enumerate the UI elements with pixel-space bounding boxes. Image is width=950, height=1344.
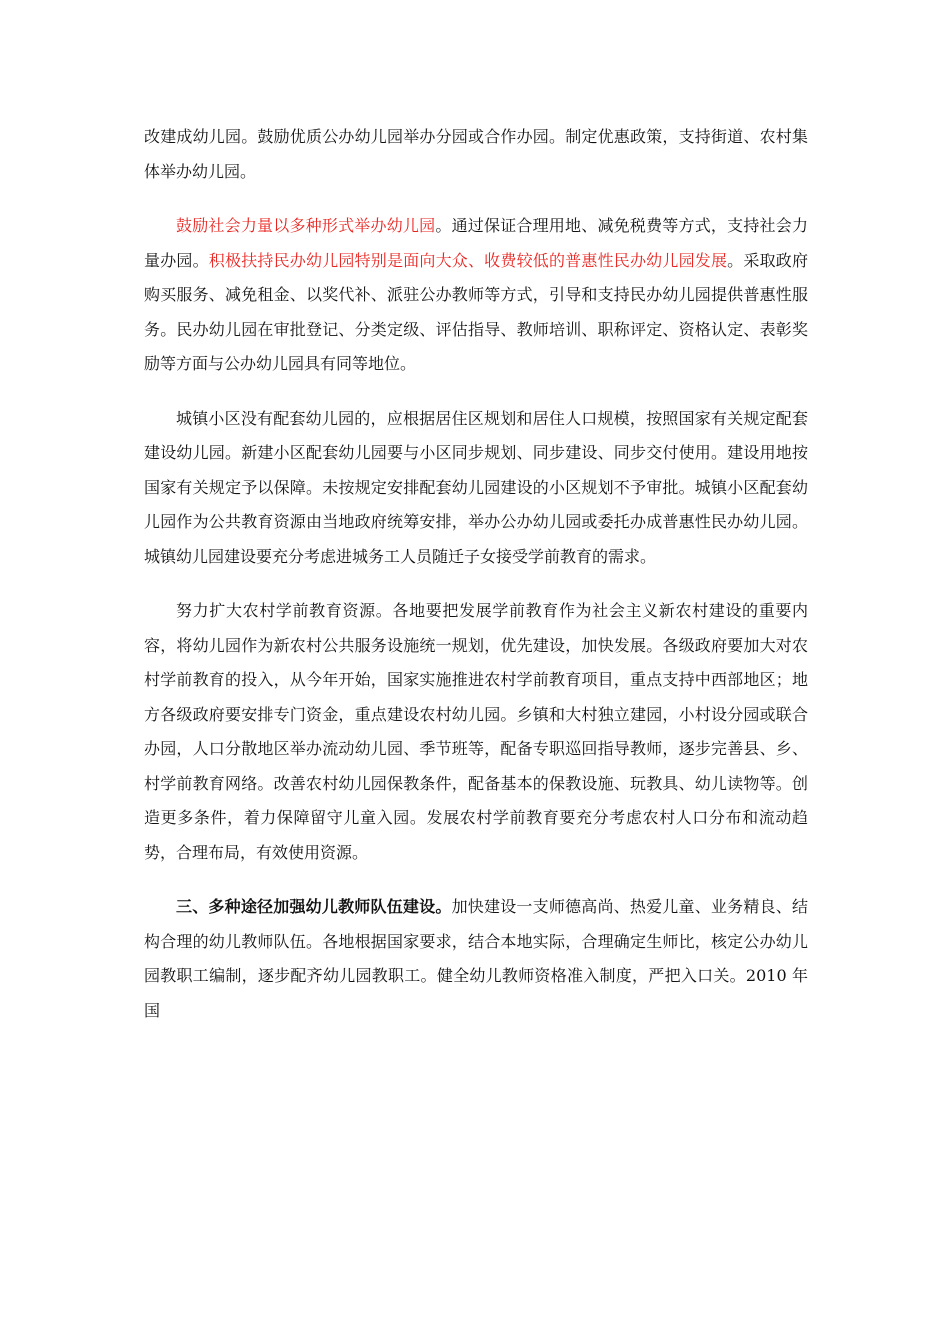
- paragraph-2-text-b: 。采取政府购买服务、减免租金、以奖代补、派驻公办教师等方式，引导和支持民办幼儿园提供普惠性服务。民办幼儿园在审批登记、分类定级、评估指导、教师培训、职称评定、资格认定、表彰奖励等方面与公办幼儿园具有同等地位。: [144, 250, 808, 373]
- section-heading-teachers: 三、多种途径加强幼儿教师队伍建设。: [176, 897, 452, 916]
- highlight-social-forces: 鼓励社会力量以多种形式举办幼儿园: [176, 216, 436, 235]
- paragraph-1: [144, 120, 808, 189]
- paragraph-1-text: 改建成幼儿园。鼓励优质公办幼儿园举办分园或合作办园。制定优惠政策，支持街道、农村集体举办幼儿园。: [144, 127, 808, 181]
- paragraph-4-text: 努力扩大农村学前教育资源。各地要把发展学前教育作为社会主义新农村建设的重要内容，将幼儿园作为新农村公共服务设施统一规划，优先建设，加快发展。各级政府要加大对农村学前教育的投入，从今年开始，国家实施推进农村学前教育项目，重点支持中西部地区；地方各级政府要安排专门资金，重点建设农村幼儿园。乡镇和大村独立建园，小村设分园或联合办园，人口分散地区举办流动幼儿园、季节班等，配备专职巡回指导教师，逐步完善县、乡、村学前教育网络。改善农村幼儿园保教条件，配备基本的保教设施、玩教具、幼儿读物等。创造更多条件，着力保障留守儿童入园。发展农村学前教育要充分考虑农村人口分布和流动趋势，合理布局，有效使用资源。: [144, 601, 808, 862]
- paragraph-3-text: 城镇小区没有配套幼儿园的，应根据居住区规划和居住人口规模，按照国家有关规定配套建设幼儿园。新建小区配套幼儿园要与小区同步规划、同步建设、同步交付使用。建设用地按国家有关规定予以保障。未按规定安排配套幼儿园建设的小区规划不予审批。城镇小区配套幼儿园作为公共教育资源由当地政府统筹安排，举办公办幼儿园或委托办成普惠性民办幼儿园。城镇幼儿园建设要充分考虑进城务工人员随迁子女接受学前教育的需求。: [144, 408, 808, 566]
- paragraph-4: [144, 594, 808, 870]
- paragraph-5: [144, 890, 808, 1028]
- highlight-private-kindergartens: 积极扶持民办幼儿园特别是面向大众、收费较低的普惠性民办幼儿园发展: [208, 250, 728, 270]
- document-body: [144, 120, 808, 1048]
- paragraph-2-text-a: 。通过保证合理用地、减免税费等方式，支持社会力量办园。: [144, 216, 808, 270]
- paragraph-3: [144, 402, 808, 575]
- paragraph-2: [144, 209, 808, 382]
- paragraph-5-text: 加快建设一支师德高尚、热爱儿童、业务精良、结构合理的幼儿教师队伍。各地根据国家要求，结合本地实际，合理确定生师比，核定公办幼儿园教职工编制，逐步配齐幼儿园教职工。健全幼儿教师资格准入制度，严把入口关。2010 年国: [144, 897, 808, 1020]
